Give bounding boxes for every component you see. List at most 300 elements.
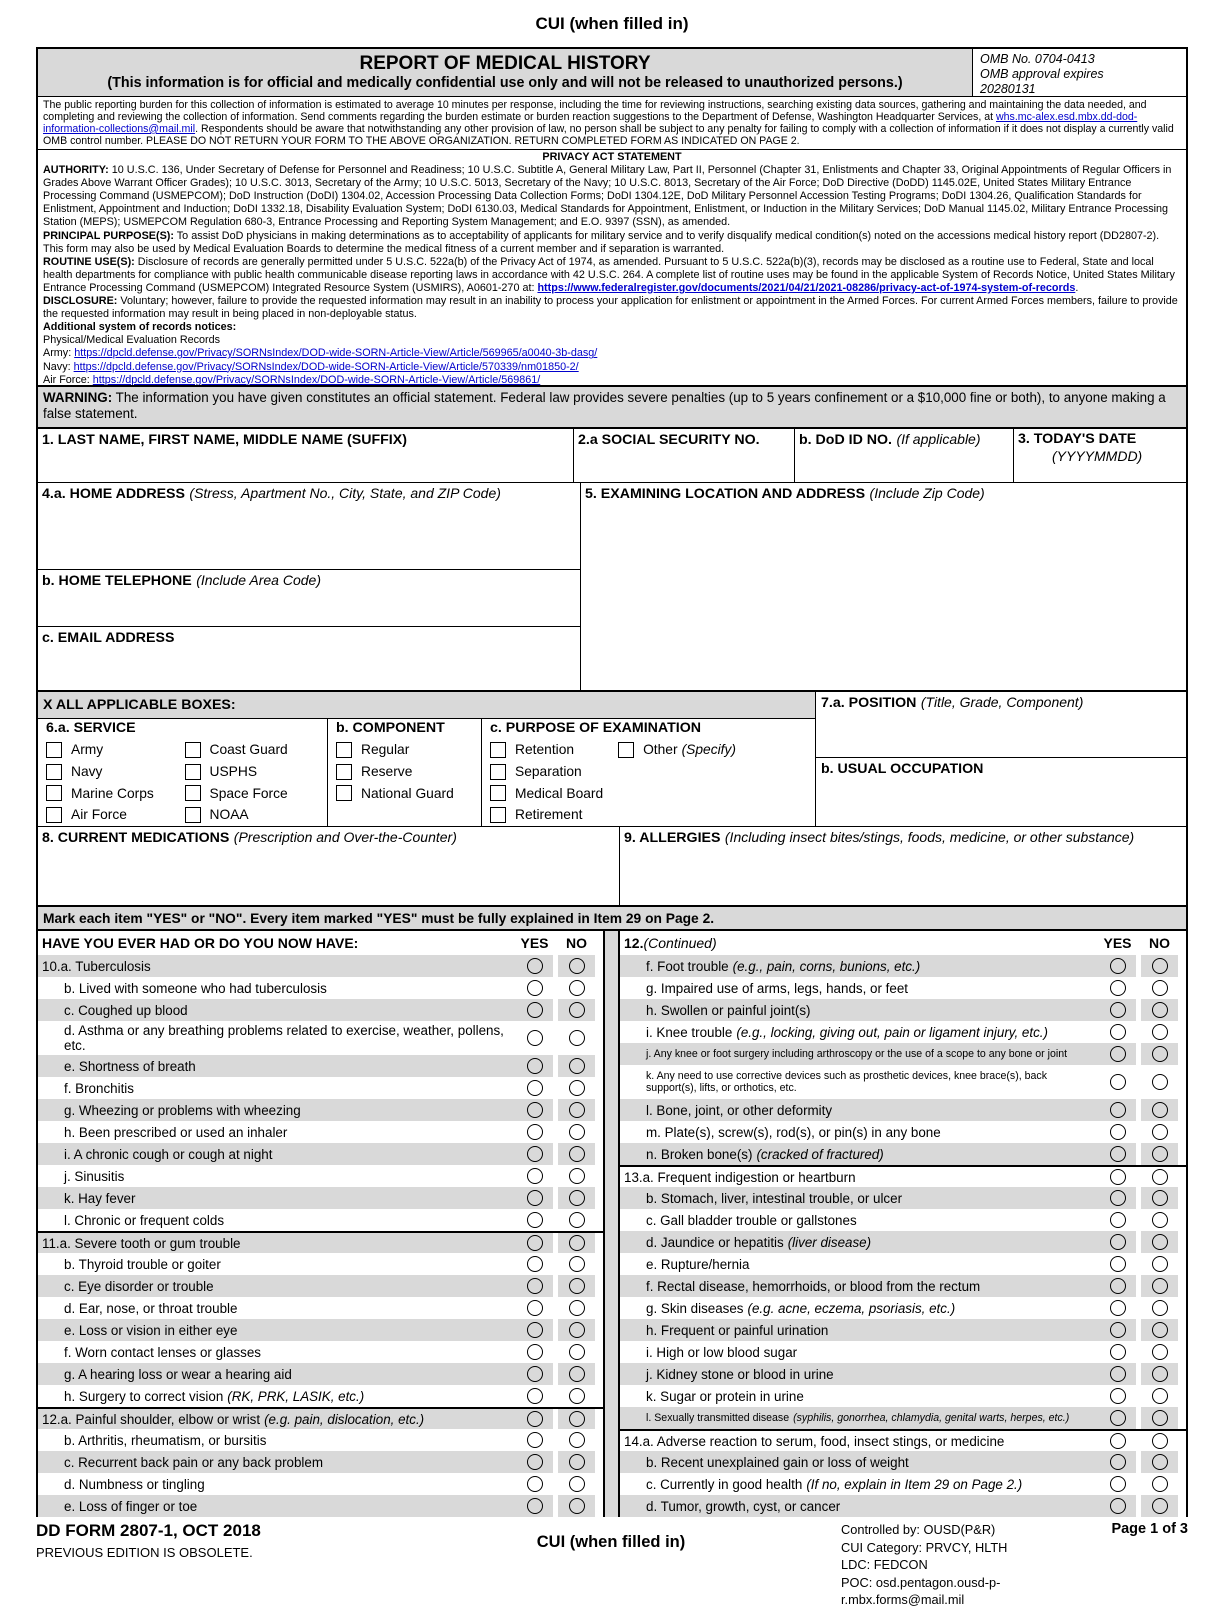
yes-radio[interactable]	[1110, 1433, 1126, 1449]
medications-field	[38, 827, 620, 905]
yes-radio[interactable]	[527, 1454, 543, 1470]
yes-radio[interactable]	[1110, 980, 1126, 996]
checkbox[interactable]	[490, 807, 506, 823]
routine-text: Disclosure of records are generally permitted under 5 U.S.C. 522a(b) of the Privacy Act of 1974, as amended. Pursuant to 5 U.S.C. 522a(b)(3), records may be disclosed as a routine use to Federal, State and local health departments for compliance with public health communicable disease reporting laws in accordance with 42 U.S.C. 264. A complete list of routine uses may be found in the applicable System of Records Notice, United States Military Entrance Processing Command (USMEPCOM) Integrated Resource System (USMIRS), A0601-270 at:	[43, 255, 1175, 294]
navy-label: Navy:	[43, 360, 74, 373]
question-label: n. Broken bone(s) (cracked of fractured)	[620, 1143, 1099, 1165]
yes-radio[interactable]	[527, 1102, 543, 1118]
no-radio[interactable]	[569, 1322, 585, 1338]
checkbox[interactable]	[46, 764, 62, 780]
checkbox-option	[185, 782, 324, 804]
no-radio[interactable]	[569, 958, 585, 974]
question-label: c. Currently in good health (If no, explain in Item 29 on Page 2.)	[646, 1476, 1023, 1492]
no-radio[interactable]	[569, 1454, 585, 1470]
yes-radio[interactable]	[1110, 1074, 1126, 1090]
checkbox-label: Reserve	[361, 764, 413, 780]
ssn-field	[574, 429, 795, 482]
no-radio[interactable]	[1152, 1322, 1168, 1338]
occupation-input[interactable]	[816, 778, 1186, 826]
question-hint: (e.g. pain, dislocation, etc.)	[264, 1411, 425, 1427]
yes-radio[interactable]	[527, 1146, 543, 1162]
cui-bottom-banner: CUI (when filled in)	[536, 1533, 686, 1551]
yes-radio[interactable]	[1110, 1102, 1126, 1118]
question-row	[620, 1495, 1186, 1517]
question-label: d. Asthma or any breathing problems related to exercise, weather, pollens, etc.	[64, 1023, 504, 1053]
question-label: 12.a. Painful shoulder, elbow or wrist (e.g. pain, dislocation, etc.)	[38, 1409, 516, 1429]
no-radio[interactable]	[1152, 1410, 1168, 1426]
question-label: c. Recurrent back pain or any back problem	[38, 1451, 516, 1473]
question-hint: (RK, PRK, LASIK, etc.)	[227, 1388, 365, 1404]
address-section	[38, 483, 1186, 692]
purpose-options	[490, 739, 811, 826]
question-label: j. Sinusitis	[64, 1168, 125, 1184]
question-row	[620, 1021, 1186, 1043]
date-format-hint: (YYYYMMDD)	[1052, 448, 1143, 464]
routine-use-link[interactable]: https://www.federalregister.gov/documents/2021/04/21/2021-08286/privacy-act-of-1974-system-of-records	[537, 281, 1076, 294]
privacy-authority	[43, 164, 1181, 229]
question-label: d. Jaundice or hepatitis (liver disease)	[620, 1231, 1099, 1253]
question-hint: (e.g. acne, eczema, psoriasis, etc.)	[747, 1300, 956, 1316]
question-hint: (liver disease)	[787, 1234, 872, 1250]
yes-radio[interactable]	[1110, 1322, 1126, 1338]
checkbox[interactable]	[46, 785, 62, 801]
no-radio[interactable]	[1152, 958, 1168, 974]
question-label: b. Lived with someone who had tuberculosis	[64, 980, 327, 996]
yes-radio[interactable]	[527, 1278, 543, 1294]
army-label: Army:	[43, 347, 75, 360]
army-sorn-link[interactable]: https://dpcld.defense.gov/Privacy/SORNsIndex/DOD-wide-SORN-Article-View/Article/569965/a0040-3b-dasg/	[74, 347, 598, 360]
yes-radio[interactable]	[1110, 1366, 1126, 1382]
yes-radio[interactable]	[527, 1498, 543, 1514]
cui-top-banner: CUI (when filled in)	[535, 13, 689, 33]
footer-left	[36, 1521, 381, 1609]
checkbox-label: NOAA	[209, 807, 249, 823]
yes-radio[interactable]	[1110, 1146, 1126, 1162]
yes-radio[interactable]	[527, 1212, 543, 1228]
allergies-label: 9. ALLERGIES	[624, 830, 721, 846]
question-label: b. Stomach, liver, intestinal trouble, or ulcer	[620, 1187, 1099, 1209]
position-column	[816, 692, 1186, 826]
no-radio[interactable]	[569, 1030, 585, 1046]
question-label: c. Gall bladder trouble or gallstones	[646, 1212, 857, 1228]
privacy-routine	[43, 256, 1181, 295]
medications-input[interactable]	[38, 847, 619, 905]
page-number: Page 1 of 3	[1111, 1521, 1188, 1537]
no-radio[interactable]	[569, 1411, 585, 1427]
omb-expires-date: 20280131	[980, 82, 1036, 96]
question-row	[620, 977, 1186, 999]
allergies-hint: (Including insect bites/stings, foods, medicine, or other substance)	[724, 829, 1135, 845]
yes-radio[interactable]	[1110, 1256, 1126, 1272]
question-row	[38, 977, 603, 999]
question-label: 10.a. Tuberculosis	[38, 955, 516, 977]
yes-radio[interactable]	[1110, 1212, 1126, 1228]
question-row	[38, 1429, 603, 1451]
question-label: k. Sugar or protein in urine	[646, 1388, 804, 1404]
component-label: b. COMPONENT	[336, 720, 445, 736]
physical-records-label: Physical/Medical Evaluation Records	[43, 334, 221, 347]
form-subtitle: (This information is for official and medically confidential use only and will not be released to unauthorized persons.)	[107, 75, 903, 91]
question-label: i. A chronic cough or cough at night	[38, 1143, 516, 1165]
question-row	[38, 1077, 603, 1099]
question-row	[38, 1385, 603, 1407]
no-radio[interactable]	[1152, 1002, 1168, 1018]
yes-radio[interactable]	[527, 1030, 543, 1046]
date-field	[1014, 429, 1186, 482]
occupation-label: b. USUAL OCCUPATION	[821, 761, 984, 777]
yes-radio[interactable]	[527, 1300, 543, 1316]
no-radio[interactable]	[1152, 1234, 1168, 1250]
question-label: f. Bronchitis	[64, 1080, 134, 1096]
question-hint: (syphilis, gonorrhea, chlamydia, genital warts, herpes, etc.)	[793, 1412, 1070, 1424]
question-label: h. Been prescribed or used an inhaler	[64, 1124, 288, 1140]
yes-radio[interactable]	[1110, 1024, 1126, 1040]
yes-radio[interactable]	[527, 1476, 543, 1492]
no-radio[interactable]	[569, 1256, 585, 1272]
no-radio[interactable]	[569, 1080, 585, 1096]
left-header-label: HAVE YOU EVER HAD OR DO YOU NOW HAVE:	[42, 934, 359, 951]
question-label: h. Frequent or painful urination	[620, 1319, 1099, 1341]
yes-column-header: YES	[1103, 935, 1132, 951]
no-radio[interactable]	[1152, 980, 1168, 996]
question-label: e. Loss or vision in either eye	[38, 1319, 516, 1341]
omb-number: OMB No. 0704-0413	[980, 52, 1095, 66]
no-radio[interactable]	[569, 1058, 585, 1074]
burden-statement	[38, 97, 1186, 150]
home-telephone-label: b. HOME TELEPHONE	[42, 573, 192, 589]
no-radio[interactable]	[1152, 1256, 1168, 1272]
service-column-2	[185, 739, 324, 826]
no-radio[interactable]	[569, 1278, 585, 1294]
question-row	[38, 1451, 603, 1473]
omb-expires-label: OMB approval expires	[980, 67, 1104, 81]
email-field	[38, 627, 580, 690]
authority-text: 10 U.S.C. 136, Under Secretary of Defense for Personnel and Readiness; 10 U.S.C. Subtitle A, General Military Law, Part II, Personnel (Chapter 31, Enlistments and Chapter 33, Original Appointments of Regular Officers in Grades Above Warrant Officer Grades); 10 U.S.C. 3013, Secretary of the Army; 10 U.S.C. 5013, Secretary of the Navy; 10 U.S.C. 8013, Secretary of the Air Force; DoD Directive (DoDD) 1145.02E, United States Military Entrance Processing Command (USMEPCOM); DoD Instruction (DoDI) 1304.02, Accession Processing Data Collection Forms; DoDI 1304.12E, DoD Military Personnel Accession Testing Programs; DoDI 1304.26, Qualification Standards for Enlistment, Appointment and Induction; DoDI 1332.18, Disability Evaluation System; DoDI 6130.03, Medical Standards for Appointment, Enlistment, or Induction in the Military Services; DoD Manual 1145.02, Military Entrance Processing Station (MEPS); USMEPCOM Regulation 680-3, Entrance Processing and Reporting System Management; and E.O. 9397 (SSN), as amended.	[43, 164, 1172, 229]
question-row	[620, 1143, 1186, 1165]
question-label: 11.a. Severe tooth or gum trouble	[38, 1233, 516, 1253]
question-row	[620, 1209, 1186, 1231]
checkbox-option	[185, 739, 324, 761]
question-label: 13.a. Frequent indigestion or heartburn	[624, 1169, 856, 1185]
no-radio[interactable]	[569, 1388, 585, 1404]
question-label: j. Any knee or foot surgery including arthroscopy or the use of a scope to any bone or joint	[620, 1043, 1099, 1065]
checkbox[interactable]	[490, 785, 506, 801]
checkbox[interactable]	[185, 742, 201, 758]
controlled-by: Controlled by: OUSD(P&R)	[841, 1522, 996, 1537]
checkbox-label: Medical Board	[515, 785, 604, 801]
warning-text: The information you have given constitutes an official statement. Federal law provides severe penalties (up to 5 years confinement or a $10,000 fine or both), to anyone making a false statement.	[43, 390, 1166, 421]
question-label: b. Recent unexplained gain or loss of weight	[620, 1451, 1099, 1473]
checkbox-option	[185, 761, 324, 783]
no-radio[interactable]	[569, 980, 585, 996]
title-box	[38, 49, 973, 96]
privacy-title: PRIVACY ACT STATEMENT	[542, 151, 682, 163]
question-hint: (If no, explain in Item 29 on Page 2.)	[806, 1476, 1023, 1492]
yes-radio[interactable]	[1110, 1278, 1126, 1294]
no-radio[interactable]	[1152, 1102, 1168, 1118]
checkbox-option	[490, 761, 811, 783]
checkbox-option	[490, 782, 811, 804]
question-row	[620, 1341, 1186, 1363]
position-label: 7.a. POSITION	[821, 695, 917, 711]
no-column-header: NO	[566, 935, 587, 951]
routine-end: .	[1075, 281, 1079, 294]
yes-radio[interactable]	[527, 1256, 543, 1272]
ssn-input[interactable]	[574, 449, 794, 482]
yes-radio[interactable]	[527, 980, 543, 996]
question-label: l. Chronic or frequent colds	[64, 1212, 225, 1228]
left-table-header	[38, 931, 603, 955]
burden-email-link[interactable]: whs.mc-alex.esd.mbx.dd-dod-information-collections@mail.mil	[43, 110, 1138, 135]
navy-sorn-link[interactable]: https://dpcld.defense.gov/Privacy/SORNsIndex/DOD-wide-SORN-Article-View/Article/570339/nm01850-2/	[73, 360, 579, 373]
yes-radio[interactable]	[527, 958, 543, 974]
no-radio[interactable]	[569, 1124, 585, 1140]
checkbox-option-other	[618, 742, 736, 758]
checkbox-option	[46, 739, 185, 761]
no-radio[interactable]	[1152, 1454, 1168, 1470]
question-label: d. Ear, nose, or throat trouble	[64, 1300, 238, 1316]
yes-radio[interactable]	[527, 1366, 543, 1382]
no-radio[interactable]	[1152, 1344, 1168, 1360]
home-address-field	[38, 483, 580, 570]
yes-radio[interactable]	[527, 1344, 543, 1360]
date-input[interactable]	[1014, 465, 1186, 482]
checkbox[interactable]	[490, 742, 506, 758]
yes-radio[interactable]	[527, 1168, 543, 1184]
no-radio[interactable]	[1152, 1024, 1168, 1040]
no-radio[interactable]	[1152, 1476, 1168, 1492]
yes-radio[interactable]	[527, 1002, 543, 1018]
question-label: g. Wheezing or problems with wheezing	[38, 1099, 516, 1121]
checkbox-option	[46, 761, 185, 783]
dd-form-2807-1	[36, 47, 1188, 1517]
mark-instruction-bar: Mark each item "YES" or "NO". Every item marked "YES" must be fully explained in Item 29 on Page 2.	[38, 907, 1186, 931]
no-radio[interactable]	[569, 1476, 585, 1492]
navy-notice	[43, 361, 1181, 374]
question-row	[620, 1275, 1186, 1297]
question-row	[620, 1429, 1186, 1451]
no-radio[interactable]	[569, 1432, 585, 1448]
examining-location-field	[581, 483, 1186, 690]
question-label: e. Rupture/hernia	[646, 1256, 750, 1272]
yes-radio[interactable]	[1110, 1476, 1126, 1492]
yes-radio[interactable]	[527, 1411, 543, 1427]
no-radio[interactable]	[569, 1366, 585, 1382]
page-footer	[36, 1517, 1188, 1609]
home-telephone-input[interactable]	[38, 590, 580, 626]
checkbox[interactable]	[336, 764, 352, 780]
home-address-hint: (Stress, Apartment No., City, State, and ZIP Code)	[189, 485, 501, 501]
no-radio[interactable]	[569, 1344, 585, 1360]
question-row	[38, 955, 603, 977]
question-label: i. Knee trouble (e.g., locking, giving out, pain or ligament injury, etc.)	[646, 1024, 1048, 1040]
checkbox-option	[336, 761, 477, 783]
warning-label: WARNING:	[43, 390, 113, 405]
no-radio[interactable]	[569, 1102, 585, 1118]
checkbox-label: Air Force	[71, 807, 127, 823]
yes-radio[interactable]	[1110, 1234, 1126, 1250]
right-header-label	[620, 931, 1099, 955]
question-label: e. Loss of finger or toe	[38, 1495, 516, 1517]
no-radio[interactable]	[569, 1498, 585, 1514]
yes-radio[interactable]	[1110, 1300, 1126, 1316]
question-label: g. Skin diseases (e.g. acne, eczema, psoriasis, etc.)	[646, 1300, 956, 1316]
yes-radio[interactable]	[1110, 1344, 1126, 1360]
burden-text-1: The public reporting burden for this collection of information is estimated to average 10 minutes per response, including the time for reviewing instructions, searching existing data sources, gathering and maintaining the data needed, and completing and reviewing the collection of information. Send comments regarding the burden estimate or burden reaction suggestions to the Department of Defense, Washington Headquarter Services, at	[43, 99, 1147, 123]
checkbox-label: Marine Corps	[71, 785, 154, 801]
no-radio[interactable]	[1152, 1366, 1168, 1382]
checkbox-label: Army	[71, 742, 104, 758]
checkbox[interactable]	[185, 807, 201, 823]
question-label: d. Tumor, growth, cyst, or cancer	[620, 1495, 1099, 1517]
no-radio[interactable]	[1152, 1498, 1168, 1514]
question-row	[38, 1363, 603, 1385]
question-row	[620, 1165, 1186, 1187]
question-label: c. Eye disorder or trouble	[38, 1275, 516, 1297]
question-row	[38, 1341, 603, 1363]
purpose-column	[482, 719, 815, 826]
home-telephone-hint: (Include Area Code)	[196, 572, 321, 588]
question-row	[620, 1473, 1186, 1495]
question-label: j. Kidney stone or blood in urine	[620, 1363, 1099, 1385]
no-radio[interactable]	[569, 1146, 585, 1162]
no-radio[interactable]	[1152, 1388, 1168, 1404]
no-radio[interactable]	[569, 1212, 585, 1228]
question-row	[38, 1143, 603, 1165]
question-label: f. Worn contact lenses or glasses	[64, 1344, 261, 1360]
no-radio[interactable]	[569, 1002, 585, 1018]
no-radio[interactable]	[569, 1300, 585, 1316]
checkbox-option	[490, 804, 811, 826]
name-label: 1. LAST NAME, FIRST NAME, MIDDLE NAME (SUFFIX)	[42, 432, 407, 448]
yes-radio[interactable]	[527, 1124, 543, 1140]
yes-radio[interactable]	[1110, 1124, 1126, 1140]
occupation-field	[816, 758, 1186, 826]
service-label: 6.a. SERVICE	[46, 720, 136, 736]
no-radio[interactable]	[1152, 1278, 1168, 1294]
yes-radio[interactable]	[1110, 1169, 1126, 1185]
dod-id-label: b. DoD ID NO.	[799, 432, 893, 448]
checkbox-label: National Guard	[361, 785, 454, 801]
air-force-sorn-link[interactable]: https://dpcld.defense.gov/Privacy/SORNsIndex/DOD-wide-SORN-Article-View/Article/569861/	[92, 373, 541, 386]
no-radio[interactable]	[1152, 1124, 1168, 1140]
other-specify-hint: (Specify)	[681, 742, 737, 758]
form-title: REPORT OF MEDICAL HISTORY	[359, 53, 651, 74]
yes-radio[interactable]	[1110, 958, 1126, 974]
checkbox-label: Regular	[361, 742, 410, 758]
question-tables	[38, 931, 1186, 1517]
question-row	[38, 1209, 603, 1231]
yes-radio[interactable]	[1110, 1388, 1126, 1404]
question-row	[620, 1385, 1186, 1407]
checkbox[interactable]	[46, 807, 62, 823]
no-radio[interactable]	[1152, 1300, 1168, 1316]
yes-radio[interactable]	[527, 1235, 543, 1251]
question-row	[620, 1231, 1186, 1253]
examining-location-input[interactable]	[581, 503, 1186, 690]
yes-radio[interactable]	[1110, 1454, 1126, 1470]
no-radio[interactable]	[569, 1235, 585, 1251]
question-row	[38, 1165, 603, 1187]
no-radio[interactable]	[1152, 1169, 1168, 1185]
checkbox-label: Navy	[71, 764, 103, 780]
no-radio[interactable]	[1152, 1212, 1168, 1228]
no-radio[interactable]	[1152, 1074, 1168, 1090]
poc: POC: osd.pentagon.ousd-p-r.mbx.forms@mail.mil	[841, 1574, 1001, 1607]
warning-banner	[38, 387, 1186, 429]
no-radio[interactable]	[1152, 1146, 1168, 1162]
no-radio[interactable]	[1152, 1190, 1168, 1206]
address-left-column	[38, 483, 581, 690]
yes-radio[interactable]	[1110, 1498, 1126, 1514]
disclosure-text: Voluntary; however, failure to provide the requested information may result in an inability to process your application for enlistment or appointment in the Armed Forces. For current Armed Forces members, failure to provide the requested information may result in being placed in non-deployable status.	[43, 295, 1178, 321]
checkbox[interactable]	[618, 742, 634, 758]
authority-label: AUTHORITY:	[43, 164, 109, 177]
yes-radio[interactable]	[1110, 1046, 1126, 1062]
question-hint: (e.g., pain, corns, bunions, etc.)	[732, 958, 921, 974]
question-row	[620, 1297, 1186, 1319]
checkbox[interactable]	[185, 764, 201, 780]
dod-id-input[interactable]	[795, 449, 1013, 482]
yes-radio[interactable]	[527, 1432, 543, 1448]
dod-id-field	[795, 429, 1014, 482]
question-row	[38, 1319, 603, 1341]
yes-radio[interactable]	[1110, 1002, 1126, 1018]
no-radio[interactable]	[1152, 1046, 1168, 1062]
question-row	[38, 1297, 603, 1319]
question-row	[38, 1275, 603, 1297]
question-table-right	[620, 931, 1186, 1517]
no-radio[interactable]	[1152, 1433, 1168, 1449]
question-row	[620, 999, 1186, 1021]
position-input[interactable]	[816, 712, 1186, 757]
no-radio[interactable]	[569, 1168, 585, 1184]
yes-radio[interactable]	[527, 1388, 543, 1404]
yes-radio[interactable]	[527, 1322, 543, 1338]
checkbox-area	[38, 692, 816, 826]
yes-radio[interactable]	[1110, 1410, 1126, 1426]
checkbox[interactable]	[336, 742, 352, 758]
no-radio[interactable]	[569, 1190, 585, 1206]
yes-radio[interactable]	[527, 1190, 543, 1206]
purpose-label: c. PURPOSE OF EXAMINATION	[490, 720, 701, 736]
question-row	[38, 1055, 603, 1077]
yes-radio[interactable]	[527, 1058, 543, 1074]
question-row	[38, 999, 603, 1021]
checkbox[interactable]	[490, 764, 506, 780]
yes-radio[interactable]	[1110, 1190, 1126, 1206]
name-input[interactable]	[38, 449, 573, 482]
question-label: g. A hearing loss or wear a hearing aid	[38, 1363, 516, 1385]
home-address-input[interactable]	[38, 503, 580, 569]
email-input[interactable]	[38, 647, 580, 690]
service-column-1	[46, 739, 185, 826]
question-label: g. Impaired use of arms, legs, hands, or feet	[646, 980, 908, 996]
question-row	[620, 1253, 1186, 1275]
checkbox[interactable]	[46, 742, 62, 758]
question-row	[38, 1407, 603, 1429]
right-header-number: 12.	[624, 934, 644, 951]
medications-label: 8. CURRENT MEDICATIONS	[42, 830, 230, 846]
allergies-input[interactable]	[620, 847, 1186, 905]
checkbox[interactable]	[185, 785, 201, 801]
question-label: c. Coughed up blood	[38, 999, 516, 1021]
question-row	[620, 1319, 1186, 1341]
checkbox[interactable]	[336, 785, 352, 801]
ldc: LDC: FEDCON	[841, 1557, 928, 1572]
ssn-label: 2.a SOCIAL SECURITY NO.	[578, 432, 760, 448]
yes-radio[interactable]	[527, 1080, 543, 1096]
